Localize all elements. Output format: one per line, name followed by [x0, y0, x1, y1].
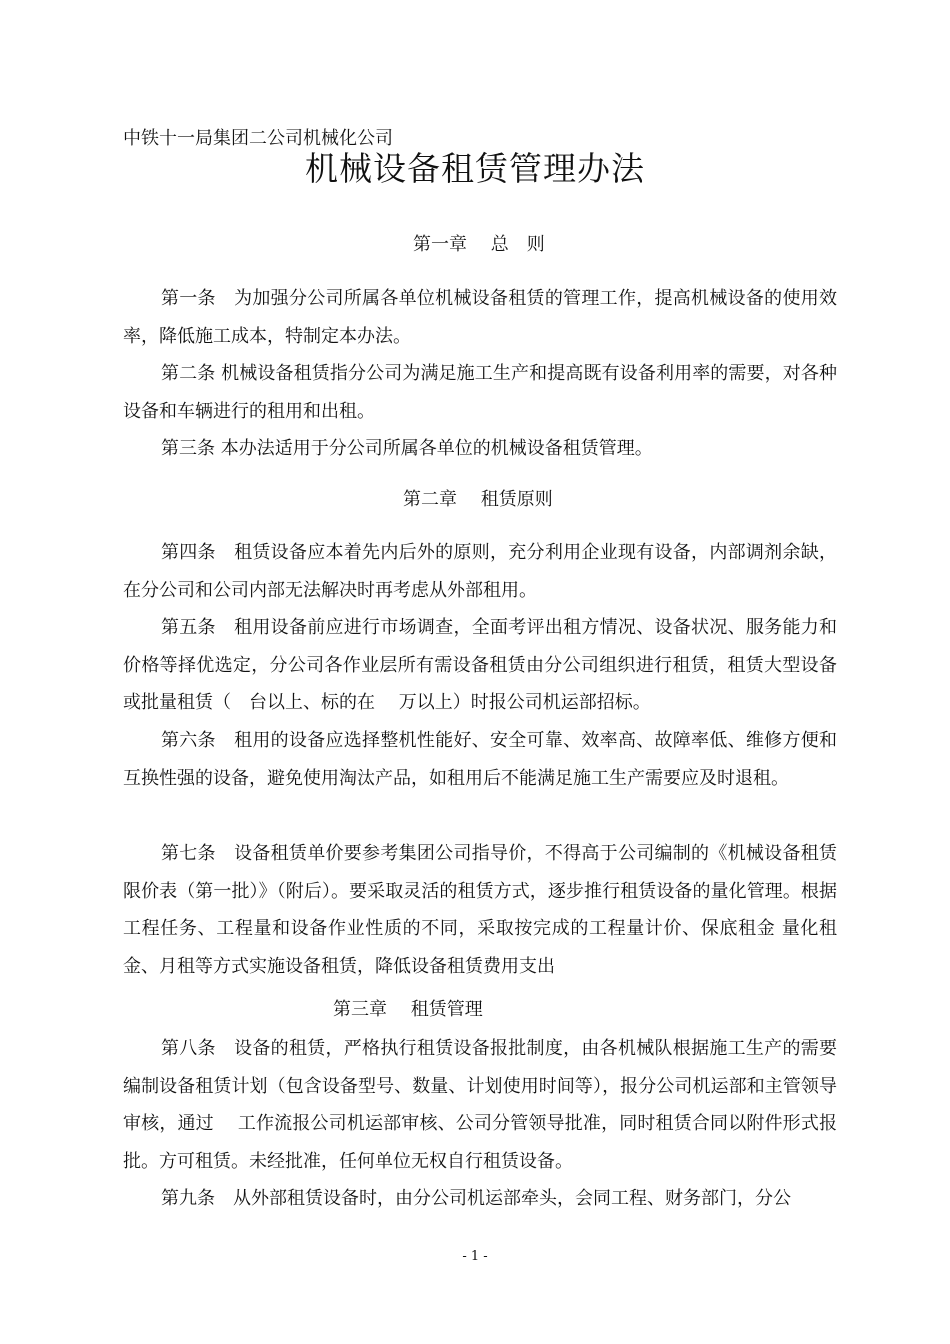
article-paragraph: 第九条 从外部租赁设备时，由分公司机运部牵头，会同工程、财务部门，分公 [161, 1188, 791, 1209]
article-paragraph: 第三条 本办法适用于分公司所属各单位的机械设备租赁管理。 [161, 438, 653, 459]
chapter-heading: 第一章 总 则 [413, 234, 545, 255]
document-title: 机械设备租赁管理办法 [305, 149, 645, 188]
article-paragraph: 第七条 设备租赁单价要参考集团公司指导价，不得高于公司编制的《机械设备租赁限价表（第一批）》（附后）。要采取灵活的租赁方式，逐步推行租赁设备的量化管理。根据工程任务、工程量和设备作业性质的不同，采取按完成的工程量计价、保底租金 量化租金、月租等方式实施设备租赁，降低设备租赁费用支出 [123, 843, 837, 977]
page-number: - 1 - [462, 1249, 488, 1264]
article-paragraph: 第五条 租用设备前应进行市场调查，全面考评出租方情况、设备状况、服务能力和价格等择优选定，分公司各作业层所有需设备租赁由分公司组织进行租赁，租赁大型设备或批量租赁（ 台以上、标的在 万以上）时报公司机运部招标。 [123, 617, 837, 714]
org-name: 中铁十一局集团二公司机械化公司 [123, 128, 393, 149]
chapter-heading: 第三章 租赁管理 [333, 999, 483, 1020]
article-paragraph: 第一条 为加强分公司所属各单位机械设备租赁的管理工作，提高机械设备的使用效率，降低施工成本，特制定本办法。 [123, 288, 837, 347]
article-paragraph: 第四条 租赁设备应本着先内后外的原则，充分利用企业现有设备，内部调剂余缺，在分公司和公司内部无法解决时再考虑从外部租用。 [123, 542, 837, 601]
article-paragraph: 第六条 租用的设备应选择整机性能好、安全可靠、效率高、故障率低、维修方便和互换性强的设备，避免使用淘汰产品，如租用后不能满足施工生产需要应及时退租。 [123, 730, 837, 789]
chapter-heading: 第二章 租赁原则 [403, 489, 553, 510]
article-paragraph: 第八条 设备的租赁，严格执行租赁设备报批制度，由各机械队根据施工生产的需要编制设备租赁计划（包含设备型号、数量、计划使用时间等），报分公司机运部和主管领导审核，通过 工作流报公司机运部审核、公司分管领导批准，同时租赁合同以附件形式报批。方可租赁。未经批准，任何单位无权自行租赁设备。 [123, 1038, 837, 1172]
article-paragraph: 第二条 机械设备租赁指分公司为满足施工生产和提高既有设备利用率的需要，对各种设备和车辆进行的租用和出租。 [123, 363, 837, 422]
